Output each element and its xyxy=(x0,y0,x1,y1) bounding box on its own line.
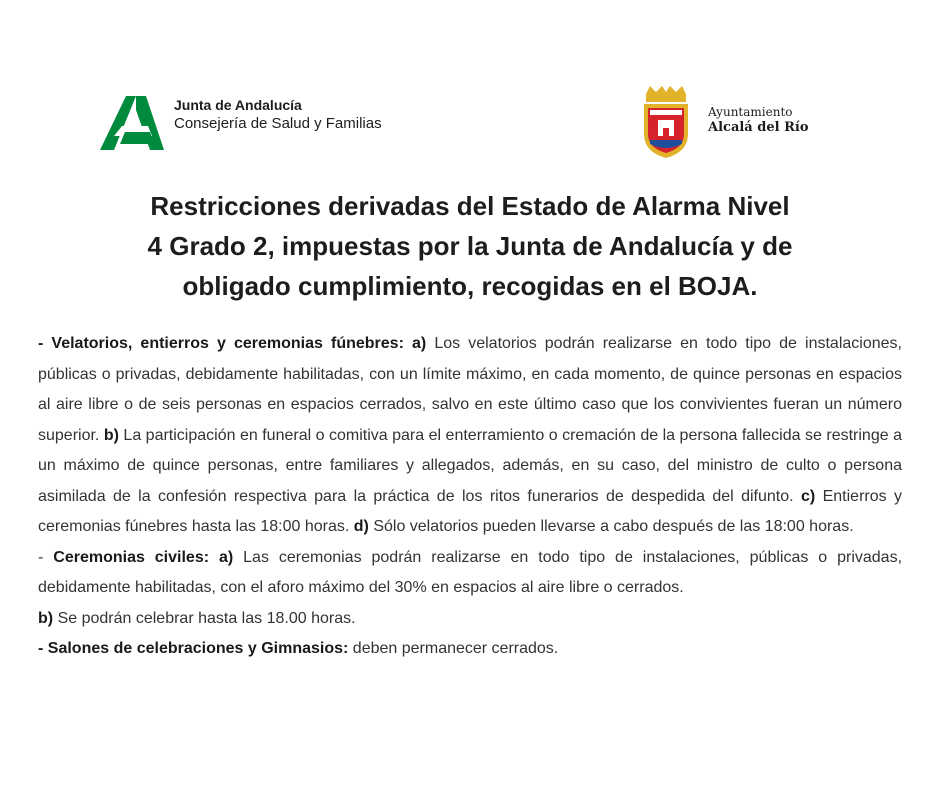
civiles-b-text: Se podrán celebrar hasta las 18.00 horas. xyxy=(57,609,356,627)
ayuntamiento-crest-logo xyxy=(640,86,692,158)
ayuntamiento-town: Alcalá del Río xyxy=(708,120,809,135)
junta-name: Junta de Andalucía xyxy=(174,97,302,113)
crest-crown xyxy=(646,86,686,94)
civiles-a-label: a) xyxy=(218,548,234,566)
velatorios-a-text: Los velatorios podrán realizarse en todo tipo de instalaciones, públicas o privadas, debidamente habilitadas, con un límite máximo, en cada momento, de quince personas en espacios al aire libre o de seis personas en espacios cerrados, salvo en este último caso que los convivientes fueran un número superior. xyxy=(38,335,902,444)
crest-crown-base xyxy=(646,94,686,102)
section-civiles xyxy=(38,543,902,604)
velatorios-b-text: La participación en funeral o comitiva para el enterramiento o cremación de la persona fallecida se restringe a un máximo de quince personas, entre familiares y allegados, además, en su caso, del ministro de culto o persona asimilada de la confesión respectiva para la práctica de los ritos funerarios de despedida del difunto. xyxy=(38,426,902,505)
junta-andalucia-logo xyxy=(100,92,164,152)
crest-castle-door xyxy=(663,128,669,136)
civiles-a-text: Las ceremonias podrán realizarse en todo tipo de instalaciones, públicas o privadas, debidamente habilitadas, con el aforo máximo del 30% en espacios al aire libre o cerrados. xyxy=(38,548,903,596)
civiles-heading: Ceremonias civiles: xyxy=(53,548,210,566)
page-title xyxy=(60,186,880,306)
ayuntamiento-wordmark xyxy=(708,104,809,136)
junta-department: Consejería de Salud y Familias xyxy=(174,115,382,132)
junta-andalucia-wordmark xyxy=(174,96,382,134)
velatorios-b-label: b) xyxy=(103,426,119,444)
title-line-1: Restricciones derivadas del Estado de Alarma Nivel xyxy=(150,191,790,221)
title-line-2: 4 Grado 2, impuestas por la Junta de Andalucía y de xyxy=(147,231,793,261)
junta-logo-bar xyxy=(120,132,154,144)
civiles-b-label: b) xyxy=(38,609,54,627)
section-velatorios xyxy=(38,329,902,543)
restrictions-body xyxy=(38,329,902,665)
section-salones xyxy=(38,634,902,665)
velatorios-d-text: Sólo velatorios pueden llevarse a cabo después de las 18:00 horas. xyxy=(373,518,854,535)
velatorios-c-text: Entierros y ceremonias fúnebres hasta las 18:00 horas. xyxy=(38,487,903,535)
header xyxy=(0,0,940,170)
crest-banner xyxy=(650,110,682,115)
salones-text: deben permanecer cerrados. xyxy=(352,640,559,657)
title-line-3: obligado cumplimiento, recogidas en el BOJA. xyxy=(182,271,758,301)
velatorios-d-label: d) xyxy=(353,518,369,535)
civiles-dash: - xyxy=(38,548,44,566)
section-civiles-b xyxy=(38,604,902,635)
velatorios-a-label: a) xyxy=(412,335,427,352)
salones-heading: - Salones de celebraciones y Gimnasios: xyxy=(38,640,349,657)
ayuntamiento-label: Ayuntamiento xyxy=(708,105,793,119)
velatorios-c-label: c) xyxy=(800,487,816,505)
velatorios-heading: - Velatorios, entierros y ceremonias fúnebres: xyxy=(38,335,404,352)
